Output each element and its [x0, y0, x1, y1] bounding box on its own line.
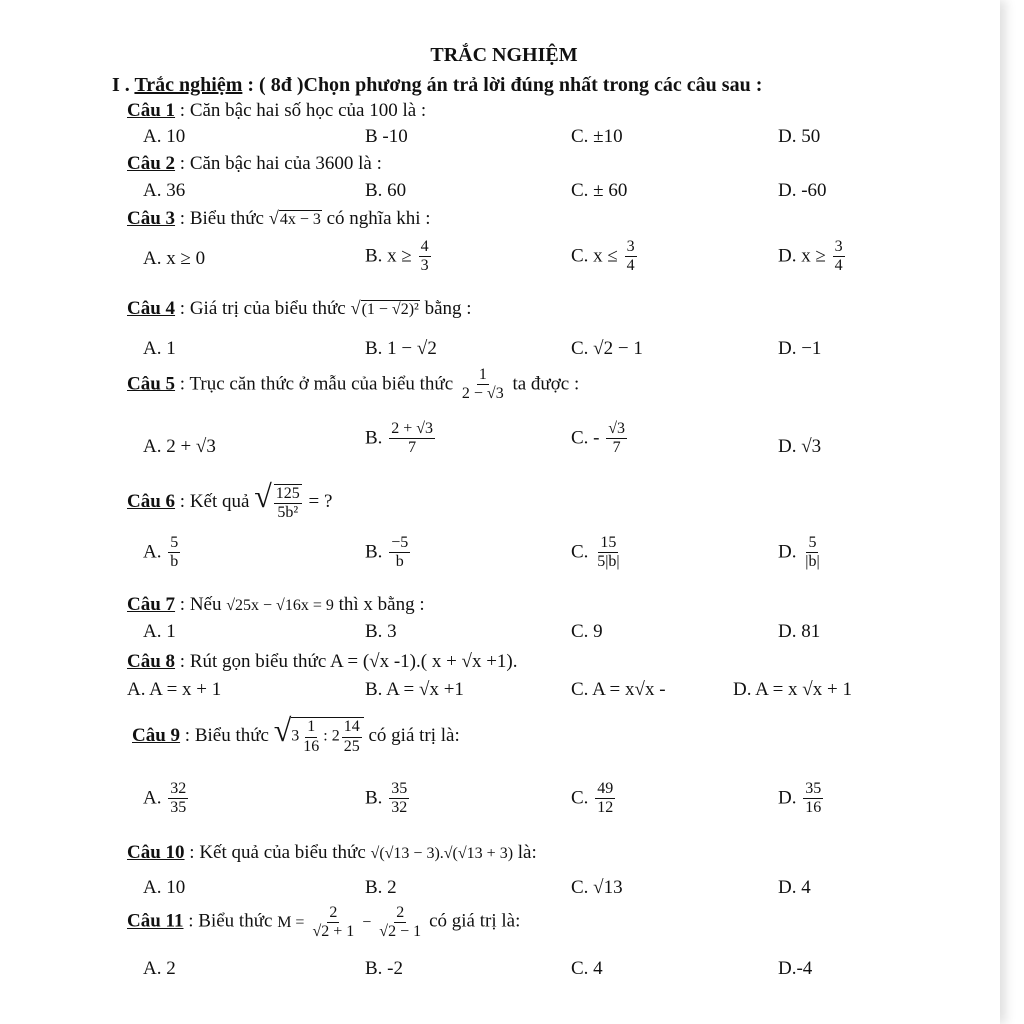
q9-option-b: B. $\frac{35}{32}$ — [365, 780, 408, 817]
question-3 — [127, 208, 431, 230]
question-label: Câu 4 — [127, 298, 176, 319]
sqrt-product-expression: √(√13 − 3).√(√13 + 3) — [370, 845, 514, 862]
q3-option-c: C. x ≤ $\frac{3}{4}$ — [571, 238, 635, 275]
section-instruction: : ( 8đ )Chọn phương án trả lời đúng nhất trong các câu sau : — [247, 74, 763, 96]
q3-option-a: A. x ≥ 0 — [143, 248, 206, 269]
question-text-end: thì x bằng : — [338, 594, 425, 615]
m-expression: M = $\frac{2}{√2 + 1}$ − $\frac{2}{√2 - 1}$ — [277, 904, 422, 941]
question-text-end: ta được : — [512, 373, 580, 395]
question-text: : Giá trị của biểu thức — [179, 298, 346, 319]
q4-option-a: A. 1 — [143, 338, 176, 359]
q1-option-c: C. ±10 — [571, 126, 623, 147]
q2-option-b: B. 60 — [365, 180, 407, 201]
question-text: : Biểu thức — [188, 910, 273, 932]
question-label: Câu 11 — [127, 910, 184, 932]
q10-option-b: B. 2 — [365, 877, 397, 898]
question-label: Câu 6 — [127, 491, 176, 512]
question-label: Câu 2 — [127, 153, 176, 174]
question-label: Câu 9 — [132, 725, 181, 746]
question-label: Câu 1 — [127, 100, 176, 121]
q5-option-c: C. - $\frac{√3}{7}$ — [571, 420, 626, 457]
q11-option-a: A. 2 — [143, 958, 176, 979]
q10-option-d: D. 4 — [778, 877, 811, 898]
sqrt-fraction-expression: √ $\frac{125}{\text{5b²}}$ — [254, 478, 300, 522]
q7-option-d: D. 81 — [778, 621, 821, 642]
question-9 — [132, 712, 460, 756]
q6-option-d: D. $\frac{5}{|b|}$ — [778, 534, 820, 571]
question-text-end: bằng : — [424, 298, 472, 319]
q1-option-d: D. 50 — [778, 126, 821, 147]
question-text-end: có giá trị là: — [368, 725, 460, 746]
question-4 — [127, 298, 472, 320]
q6-option-b: B. $\frac{-5}{b}$ — [365, 534, 409, 571]
q4-option-d: D. −1 — [778, 338, 822, 359]
question-text: : Trục căn thức ở mẫu của biểu thức — [179, 373, 454, 395]
q5-option-a: A. 2 + √3 — [143, 436, 216, 457]
sqrt-mixed-fraction-expression: √3 $\frac{1}{16}$ : 2 $\frac{14}{25}$ — [274, 712, 364, 756]
question-label: Câu 7 — [127, 594, 176, 615]
question-label: Câu 3 — [127, 208, 176, 229]
q11-option-d: D.-4 — [778, 958, 813, 979]
q7-option-c: C. 9 — [571, 621, 603, 642]
q11-option-b: B. -2 — [365, 958, 403, 979]
question-text-end: = ? — [308, 491, 333, 512]
question-text: : Biểu thức — [179, 208, 264, 229]
question-text-end: có nghĩa khi : — [326, 208, 431, 229]
question-6 — [127, 478, 332, 523]
sqrt-expression: √(1 − √2)² — [350, 298, 419, 318]
q2-option-a: A. 36 — [143, 180, 186, 201]
q4-option-b: B. 1 − √2 — [365, 338, 437, 359]
q7-option-a: A. 1 — [143, 621, 176, 642]
q8-option-a: A. A = x + 1 — [127, 679, 222, 700]
question-text: : Căn bậc hai số học của 100 là : — [179, 100, 427, 121]
question-1 — [127, 100, 426, 122]
question-text: : Căn bậc hai của 3600 là : — [179, 153, 382, 174]
q6-option-a: A. $\frac{5}{b}$ — [143, 534, 179, 571]
fraction-expression: $\frac{1}{2 - √3}$ — [461, 366, 504, 403]
question-text: : Kết quả — [179, 491, 250, 512]
section-name: Trắc nghiệm — [134, 74, 243, 96]
question-5 — [127, 366, 579, 404]
question-text: : Nếu — [179, 594, 222, 615]
q8-option-d: D. A = x √x + 1 — [733, 679, 852, 700]
sqrt-expression: √4x − 3 — [268, 208, 321, 228]
page-title: TRẮC NGHIỆM — [430, 44, 578, 66]
q9-option-c: C. $\frac{49}{12}$ — [571, 780, 614, 817]
q9-option-a: A. $\frac{32}{35}$ — [143, 780, 187, 817]
q10-option-c: C. √13 — [571, 877, 623, 898]
q2-option-d: D. -60 — [778, 180, 827, 201]
q5-option-b: B. $\frac{2 + √3}{7}$ — [365, 420, 433, 457]
q1-option-b: B -10 — [365, 126, 408, 147]
question-text-end: có giá trị là: — [429, 910, 521, 932]
equation-expression: √25x − √16x = 9 — [226, 597, 334, 614]
q1-option-a: A. 10 — [143, 126, 186, 147]
question-label: Câu 5 — [127, 373, 176, 395]
q2-option-c: C. ± 60 — [571, 180, 628, 201]
question-text-end: là: — [517, 842, 537, 863]
question-7 — [127, 594, 425, 616]
question-8 — [127, 651, 518, 673]
section-number: I . — [112, 74, 130, 96]
section-heading — [112, 74, 762, 97]
q10-option-a: A. 10 — [143, 877, 186, 898]
q8-option-b: B. A = √x +1 — [365, 679, 464, 700]
question-text: : Kết quả của biểu thức — [189, 842, 366, 863]
question-10 — [127, 842, 537, 864]
q6-option-c: C. $\frac{15}{5|b|}$ — [571, 534, 620, 571]
q9-option-d: D. $\frac{35}{16}$ — [778, 780, 822, 817]
q3-option-b: B. x ≥ $\frac{4}{3}$ — [365, 238, 429, 275]
question-text: : Rút gọn biểu thức A = (√x -1).( x + √x +1). — [179, 651, 518, 672]
q4-option-c: C. √2 − 1 — [571, 338, 643, 359]
q11-option-c: C. 4 — [571, 958, 603, 979]
question-label: Câu 8 — [127, 651, 176, 672]
question-2 — [127, 153, 382, 175]
q7-option-b: B. 3 — [365, 621, 397, 642]
question-text: : Biểu thức — [184, 725, 269, 746]
q5-option-d: D. √3 — [778, 436, 822, 457]
q3-option-d: D. x ≥ $\frac{3}{4}$ — [778, 238, 843, 275]
question-label: Câu 10 — [127, 842, 185, 863]
q8-option-c: C. A = x√x - — [571, 679, 666, 700]
question-11 — [127, 904, 520, 942]
